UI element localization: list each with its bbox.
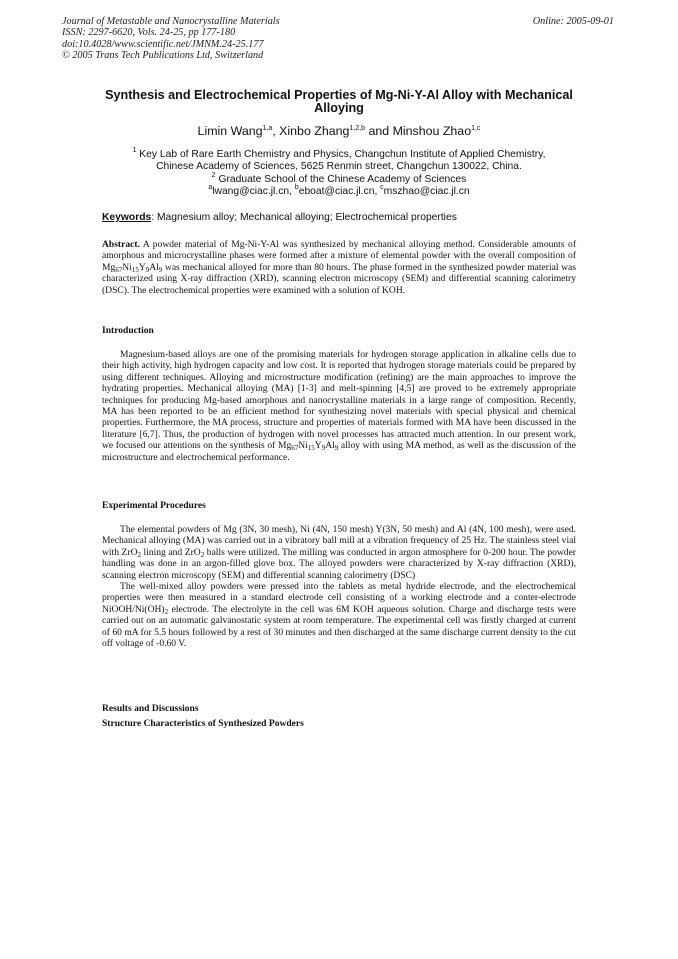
affiliation-1-line-2: Chinese Academy of Sciences, 5625 Renmin street, Changchun 130022, China. xyxy=(156,161,522,173)
introduction-heading: Introduction xyxy=(102,325,154,336)
author-superscript: 1,2,b xyxy=(349,125,365,132)
author-name: Limin Wang xyxy=(197,124,263,138)
author-name: Xinbo Zhang xyxy=(279,124,350,138)
keywords-label: Keywords xyxy=(102,212,152,223)
affiliations xyxy=(95,149,583,198)
journal-header xyxy=(62,16,280,62)
journal-issn: ISSN: 2297-6620, Vols. 24-25, pp 177-180 xyxy=(62,27,236,39)
author-name: Minshou Zhao xyxy=(392,124,472,138)
results-subheading: Structure Characteristics of Synthesized Powders xyxy=(102,718,304,729)
journal-name: Journal of Metastable and Nanocrystalline Materials xyxy=(62,16,280,27)
experimental-paragraph-2: The well-mixed alloy powders were pressed into the tablets as metal hydride electrode, and the electrochemical properties were then measured in a standard electrode cell consisting of a working electrode and a conter-electrode NiOOH/$Ni(OH)_2$ electrode. The electrolyte in the cell was 6M KOH aqueous solution. Charge and discharge tests were carried out on an automatic galvanostatic system at room temperature. The experimental cell was firstly charged at current of 60 mA for 5.5 hours followed by a rest of 30 minutes and then discharged at the same discharge current density to the cut off voltage of -0.60 V. xyxy=(102,581,576,650)
keywords: Keywords: Magnesium alloy; Mechanical alloying; Electrochemical properties xyxy=(102,212,457,223)
introduction-paragraph: Magnesium-based alloys are one of the promising materials for hydrogen storage application in alkaline cells due to their high activity, high hydrogen capacity and low cost. It is reported that hydrogen storage materials could be prepared by using different techniques. Alloying and microstructure modification (refining) are the main approaches to improve the hydrating properties. Mechanical alloying (MA) [1-3] and melt-spinning [4,5] are proved to be extremely appropriate techniques for producing Mg-based amorphous and nanocrystalline materials in a large range of composition. Recently, MA has been reported to be an efficient method for synthesizing novel materials with special physical and chemical properties. Furthermore, the MA process, structure and properties of materials formed with MA have been discussed in the literature [6,7]. Thus, the production of hydrogen with novel processes has attracted much attention. In our present work, we focused our attentions on the synthesis of $Mg_{67}Ni_{15}Y_9Al_9$ alloy with using MA method, as well as the discussion of the microstructure and electrochemical performance. xyxy=(102,349,576,463)
email-link[interactable]: eboat@ciac.jl.cn xyxy=(298,185,375,197)
email-link[interactable]: lwang@ciac.jl.cn xyxy=(212,185,290,197)
affiliation-2: $^2$ Graduate School of the Chinese Academy of Sciences xyxy=(211,171,467,185)
abstract: Abstract. A powder material of Mg-Ni-Y-Al was synthesized by mechanical alloying method. Considerable amounts of amorphous and microcrystalline phases were formed after a mixture of elemental powder with the overall composition of $Mg_{67}Ni_{15}Y_9Al_9$ was mechanical alloyed for more than 80 hours. The phase formed in the synthesized powder material was characterized using X-ray diffraction (XRD), scanning electron microscopy (SEM) and differential scanning calorimetry (DSC). The electrochemical properties were examined with a solution of KOH. xyxy=(102,239,576,296)
journal-copyright: © 2005 Trans Tech Publications Ltd, Switzerland xyxy=(62,50,264,62)
email-link[interactable]: mszhao@ciac.jl.cn xyxy=(383,185,470,197)
paper-title: Synthesis and Electrochemical Properties of Mg-Ni-Y-Al Alloy with Mechanical Alloying xyxy=(105,88,573,115)
alloy-formula: $Mg_{67}Ni_{15}Y_9Al_9$ xyxy=(277,440,339,453)
keywords-text: Magnesium alloy; Mechanical alloying; Electrochemical properties xyxy=(154,212,457,223)
author-superscript: 1,c xyxy=(471,125,481,132)
author-superscript: 1,a xyxy=(262,125,273,132)
results-heading: Results and Discussions xyxy=(102,703,199,714)
author-emails: $^a$lwang@ciac.jl.cn, $^b$eboat@ciac.jl.cn, $^c$mszhao@ciac.jl.cn xyxy=(208,183,470,197)
alloy-formula: $Mg_{67}Ni_{15}Y_9Al_9$ xyxy=(102,261,163,274)
experimental-heading: Experimental Procedures xyxy=(102,500,206,511)
experimental-paragraph-1: The elemental powders of Mg (3N, 30 mesh), Ni (4N, 150 mesh) Y(3N, 50 mesh) and Al (4N, 100 mesh), were used. Mechanical alloying (MA) was carried out in a vibratory ball mill at a vibration frequency of 25 Hz. The stainless steel vial with ZrO$_2$ lining and ZrO$_2$ balls were utilized. The milling was conducted in argon atmosphere for 0-200 hour. The powder handling was done in an argon-filled glove box. The alloyed powders were characterized by X-ray diffraction (XRD), scanning electron microscopy (SEM) and differential scanning calorimetry (DSC) xyxy=(102,524,576,581)
journal-doi: doi:10.4028/www.scientific.net/JMNM.24-25.177 xyxy=(62,38,264,50)
affiliation-1-line-1: $^1$ Key Lab of Rare Earth Chemistry and Physics, Changchun Institute of Applied Chemistry, xyxy=(132,147,546,160)
experimental-section xyxy=(102,524,576,649)
abstract-label: Abstract. xyxy=(102,239,140,250)
online-date: Online: 2005-09-01 xyxy=(532,16,614,27)
author-list: Limin Wang$^{1,a}$, Xinbo Zhang$^{1,2,b}$ and Minshou Zhao$^{1,c}$ xyxy=(197,124,481,138)
